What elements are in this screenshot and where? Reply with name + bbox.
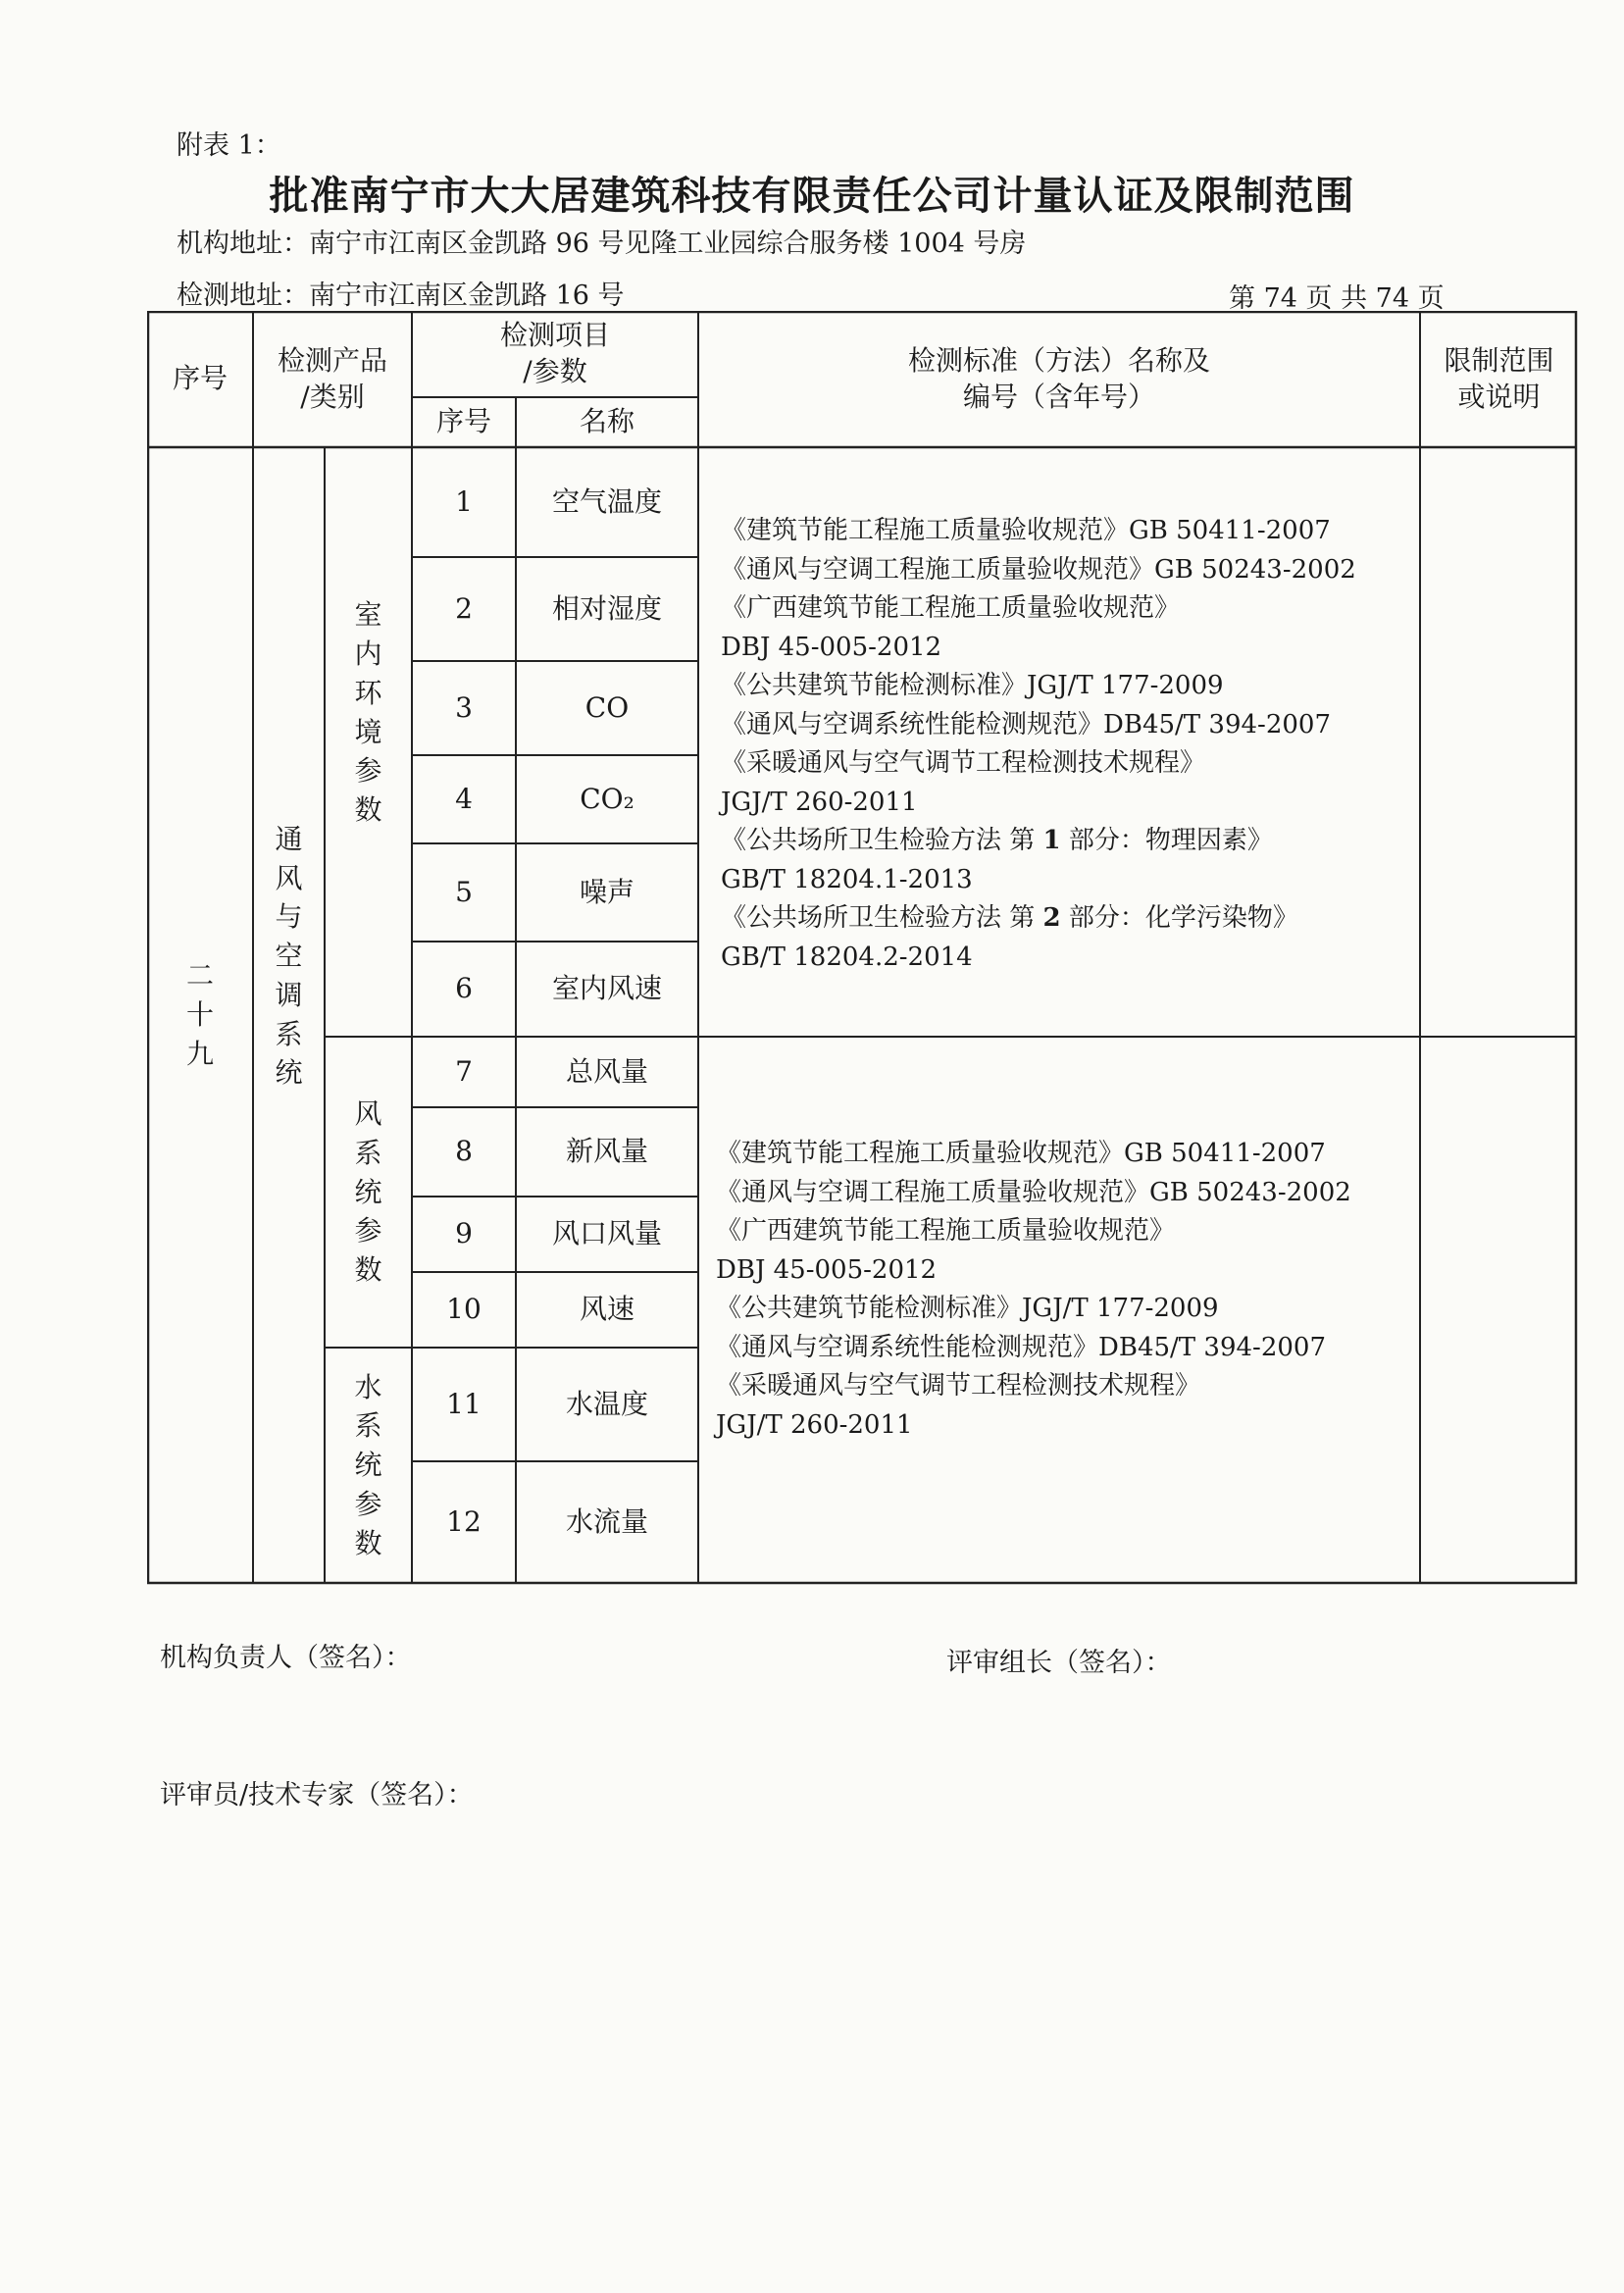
section-number-char: 九 <box>185 1037 214 1070</box>
item-no: 4 <box>455 782 473 815</box>
header-limit-line2: 或说明 <box>1457 380 1541 413</box>
standard-line: 《广西建筑节能工程施工质量验收规范》 <box>721 593 1181 624</box>
item-no: 5 <box>455 875 473 908</box>
group-water-system <box>325 1348 412 1583</box>
standards-list-systems <box>716 1135 1351 1445</box>
item-no: 12 <box>446 1504 482 1538</box>
standard-line <box>721 899 1356 939</box>
header-item-name <box>516 397 698 447</box>
header-seq <box>147 311 253 447</box>
header-item-seq <box>412 397 516 447</box>
item-no: 11 <box>446 1387 482 1420</box>
standard-line <box>721 822 1356 861</box>
group-char: 数 <box>354 1526 382 1559</box>
group-char: 参 <box>354 1487 382 1520</box>
header-product-line1: 检测产品 <box>277 343 387 377</box>
standards-list-indoor <box>721 512 1356 977</box>
product-char: 统 <box>275 1056 303 1090</box>
header-item-seq-label: 序号 <box>435 405 491 438</box>
item-no: 8 <box>455 1135 473 1168</box>
standard-line-part: 《公共场所卫生检验方法 第 <box>721 826 1036 856</box>
header-item-line1: 检测项目 <box>499 319 610 352</box>
team-leader-signature-label: 评审组长（签名）： <box>946 1648 1172 1678</box>
product-char: 风 <box>275 861 303 894</box>
testing-address: 检测地址：南宁市江南区金凯路 16 号 <box>177 280 625 311</box>
group-char: 统 <box>354 1449 382 1482</box>
standard-line-part: 部分：化学污染物》 <box>1068 903 1298 934</box>
product-char: 通 <box>275 822 303 855</box>
appendix-label: 附表 1： <box>177 130 281 161</box>
group-char: 水 <box>354 1370 382 1403</box>
item-name: 总风量 <box>565 1054 648 1088</box>
section-number <box>147 447 253 1583</box>
header-limit-line1: 限制范围 <box>1444 343 1554 377</box>
standard-part-number: 1 <box>1042 826 1061 856</box>
standard-line: DBJ 45-005-2012 <box>721 632 942 662</box>
standard-line: 《采暖通风与空气调节工程检测技术规程》 <box>721 748 1206 779</box>
standard-line: GB/T 18204.1-2013 <box>721 864 973 894</box>
header-item-name-label: 名称 <box>579 405 634 438</box>
item-name: CO₂ <box>580 782 634 815</box>
group-air-system <box>325 1037 412 1348</box>
page-title: 批准南宁市大大居建筑科技有限责任公司计量认证及限制范围 <box>269 173 1355 219</box>
item-no: 2 <box>455 591 473 625</box>
group-char: 参 <box>354 1214 382 1248</box>
item-name: 室内风速 <box>551 972 662 1005</box>
org-head-signature-label: 机构负责人（签名）： <box>160 1643 412 1673</box>
product-char: 系 <box>275 1017 303 1050</box>
standard-line: 《建筑节能工程施工质量验收规范》GB 50411-2007 <box>716 1139 1326 1168</box>
standard-line: JGJ/T 260-2011 <box>721 787 918 817</box>
standard-line: 《通风与空调系统性能检测规范》DB45/T 394-2007 <box>721 709 1331 739</box>
item-name: 水流量 <box>565 1504 648 1538</box>
item-no: 9 <box>455 1217 473 1250</box>
standard-line: 《通风与空调工程施工质量验收规范》GB 50243-2002 <box>721 554 1356 585</box>
item-name: 相对湿度 <box>551 591 662 625</box>
standard-line: 《采暖通风与空气调节工程检测技术规程》 <box>716 1371 1201 1401</box>
standard-line: 《广西建筑节能工程施工质量验收规范》 <box>716 1216 1176 1247</box>
item-no: 1 <box>455 484 473 518</box>
product-char: 调 <box>275 978 303 1011</box>
group-char: 室 <box>354 598 382 632</box>
header-standard <box>698 311 1420 447</box>
item-name: 噪声 <box>579 875 634 908</box>
header-product-line2: /类别 <box>300 380 365 413</box>
group-char: 数 <box>354 793 382 826</box>
standard-line: 《通风与空调系统性能检测规范》DB45/T 394-2007 <box>716 1332 1326 1362</box>
header-product <box>253 311 412 447</box>
header-standard-line1: 检测标准（方法）名称及 <box>907 343 1210 377</box>
standard-line-part: 《公共场所卫生检验方法 第 <box>721 903 1036 934</box>
group-char: 环 <box>354 676 382 709</box>
product-char: 与 <box>275 900 303 934</box>
group-char: 风 <box>354 1097 382 1131</box>
accreditation-scope-table <box>147 311 1578 1590</box>
group-char: 境 <box>354 715 382 748</box>
header-item-line2: /参数 <box>523 355 587 387</box>
standard-line: 《公共建筑节能检测标准》JGJ/T 177-2009 <box>721 671 1224 701</box>
product-char: 空 <box>275 940 303 973</box>
group-char: 参 <box>354 754 382 788</box>
header-limit <box>1420 311 1578 447</box>
standard-line-part: 部分：物理因素》 <box>1068 826 1273 856</box>
group-char: 统 <box>354 1175 382 1208</box>
item-name: 风口风量 <box>551 1217 662 1250</box>
group-indoor-environment <box>325 447 412 1037</box>
header-seq-label: 序号 <box>172 362 228 395</box>
section-number-char: 二 <box>185 959 214 993</box>
group-char: 内 <box>354 637 382 670</box>
header-standard-line2: 编号（含年号） <box>962 380 1155 413</box>
section-number-char: 十 <box>185 998 214 1032</box>
standard-line: DBJ 45-005-2012 <box>716 1254 938 1285</box>
standard-line: 《公共建筑节能检测标准》JGJ/T 177-2009 <box>716 1294 1219 1324</box>
item-name: CO <box>584 690 630 724</box>
standard-part-number: 2 <box>1042 903 1061 934</box>
item-no: 7 <box>455 1054 473 1088</box>
item-name: 空气温度 <box>551 484 662 518</box>
item-no: 6 <box>455 972 473 1005</box>
organization-address: 机构地址：南宁市江南区金凯路 96 号见隆工业园综合服务楼 1004 号房 <box>177 229 1027 259</box>
standard-line: GB/T 18204.2-2014 <box>721 942 973 972</box>
item-no: 3 <box>455 690 473 724</box>
group-char: 系 <box>354 1409 382 1443</box>
standard-line: JGJ/T 260-2011 <box>716 1409 913 1440</box>
item-no: 10 <box>446 1293 482 1326</box>
group-char: 系 <box>354 1136 382 1169</box>
group-char: 数 <box>354 1253 382 1287</box>
header-item <box>412 311 698 397</box>
item-name: 新风量 <box>565 1135 648 1168</box>
page-number: 第 74 页 共 74 页 <box>1229 283 1445 314</box>
product-category <box>253 447 325 1583</box>
standard-line: 《通风与空调工程施工质量验收规范》GB 50243-2002 <box>716 1177 1351 1207</box>
item-name: 风速 <box>579 1293 634 1326</box>
reviewer-signature-label: 评审员/技术专家（签名）： <box>160 1780 474 1810</box>
standard-line: 《建筑节能工程施工质量验收规范》GB 50411-2007 <box>721 516 1331 545</box>
item-name: 水温度 <box>565 1387 648 1420</box>
